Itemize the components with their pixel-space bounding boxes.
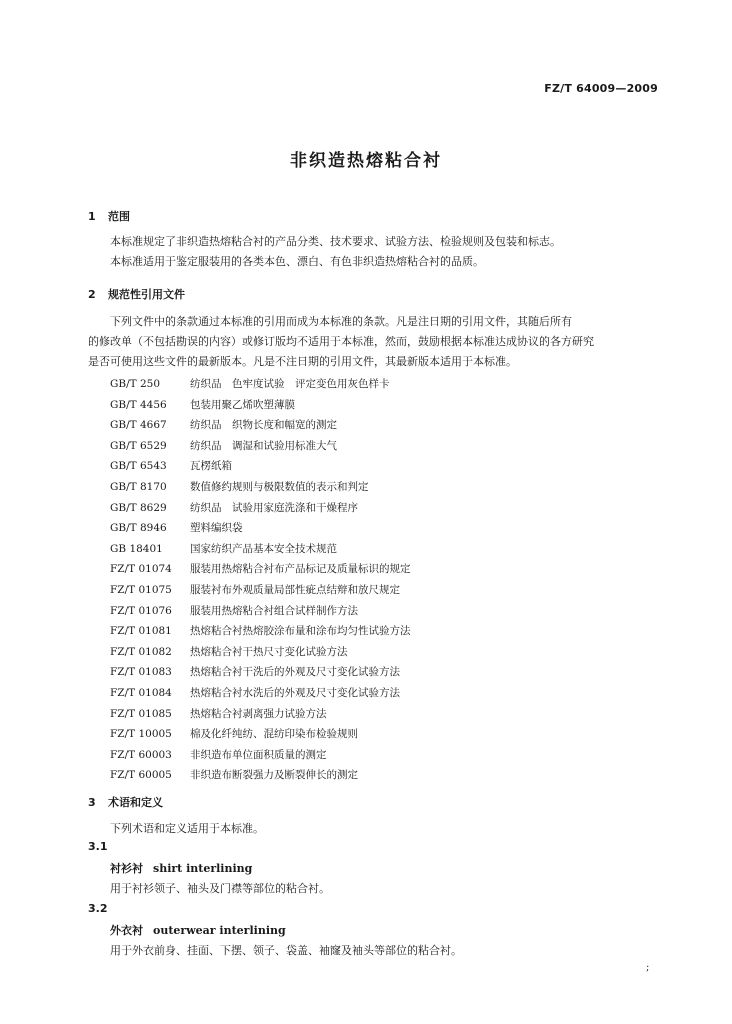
reference-item <box>110 580 411 601</box>
reference-code: GB/T 6543 <box>110 460 167 473</box>
reference-name: 纺织品 调湿和试验用标准大气 <box>190 439 337 452</box>
reference-item <box>110 642 411 663</box>
document-title: 非织造热熔粘合衬 <box>290 151 442 171</box>
paragraph: 本标准适用于鉴定服装用的各类本色、漂白、有色非织造热熔粘合衬的品质。 <box>110 255 484 268</box>
reference-item <box>110 724 411 745</box>
reference-code: FZ/T 01074 <box>110 563 172 576</box>
term-heading <box>110 922 286 938</box>
reference-code: GB/T 8946 <box>110 522 167 535</box>
reference-name: 热熔粘合衬干洗后的外观及尺寸变化试验方法 <box>190 666 400 679</box>
paragraph-line: 下列文件中的条款通过本标准的引用而成为本标准的条款。凡是注日期的引用文件，其随后所有 <box>110 315 572 328</box>
reference-item <box>110 477 411 498</box>
reference-item <box>110 415 411 436</box>
reference-code: FZ/T 01085 <box>110 707 172 720</box>
reference-name: 服装衬布外观质量局部性疵点结辩和放尺规定 <box>190 583 400 596</box>
term-en: outerwear interlining <box>153 924 286 937</box>
reference-code: FZ/T 01075 <box>110 583 172 596</box>
reference-code: GB/T 6529 <box>110 439 167 452</box>
reference-name: 国家纺织产品基本安全技术规范 <box>190 542 337 555</box>
reference-code: FZ/T 60003 <box>110 748 172 761</box>
reference-code: FZ/T 10005 <box>110 728 172 741</box>
reference-code: GB 18401 <box>110 542 163 555</box>
section-title: 范围 <box>108 210 130 223</box>
reference-name: 纺织品 试验用家庭洗涤和干燥程序 <box>190 501 358 514</box>
reference-code: GB/T 250 <box>110 378 161 390</box>
reference-item <box>110 601 411 622</box>
reference-item <box>110 559 411 580</box>
reference-name: 非织造布单位面积质量的测定 <box>190 748 327 761</box>
reference-code: GB/T 8170 <box>110 480 167 493</box>
reference-item <box>110 498 411 519</box>
reference-item <box>110 456 411 477</box>
reference-name: 热熔粘合衬剥离强力试验方法 <box>190 707 327 720</box>
reference-item <box>110 745 411 766</box>
reference-code: GB/T 8629 <box>110 501 167 514</box>
reference-name: 服装用热熔粘合衬组合试样制作方法 <box>190 604 358 617</box>
section-heading-references <box>88 286 185 302</box>
reference-code: FZ/T 01076 <box>110 604 172 617</box>
term-heading <box>110 860 252 876</box>
scope-paragraphs <box>88 232 660 272</box>
reference-name: 纺织品 织物长度和幅宽的测定 <box>190 419 337 432</box>
reference-item <box>110 662 411 683</box>
reference-name: 热熔粘合衬热熔胶涂布量和涂布均匀性试验方法 <box>190 625 411 638</box>
section-number: 3 <box>88 796 96 809</box>
reference-name: 棉及化纤纯纺、混纺印染布检验规则 <box>190 728 358 741</box>
reference-item <box>110 395 411 416</box>
page-mark: ; <box>646 962 650 973</box>
standard-code: FZ/T 64009—2009 <box>544 82 658 95</box>
reference-list <box>110 374 411 786</box>
term-zh: 外衣衬 <box>110 924 143 937</box>
term-number: 3.1 <box>88 840 108 853</box>
reference-item <box>110 518 411 539</box>
reference-name: 纺织品 色牢度试验 评定变色用灰色样卡 <box>190 378 390 390</box>
reference-item <box>110 683 411 704</box>
reference-code: FZ/T 01084 <box>110 686 172 699</box>
reference-name: 热熔粘合衬水洗后的外观及尺寸变化试验方法 <box>190 686 400 699</box>
section-heading-scope <box>88 208 130 224</box>
reference-item <box>110 621 411 642</box>
reference-code: FZ/T 01081 <box>110 625 172 638</box>
term-en: shirt interlining <box>153 862 253 875</box>
term-zh: 衬衫衬 <box>110 862 143 875</box>
term-definition: 用于衬衫领子、袖头及门襟等部位的粘合衬。 <box>110 882 330 895</box>
reference-code: FZ/T 01083 <box>110 666 172 679</box>
terms-intro: 下列术语和定义适用于本标准。 <box>110 822 264 835</box>
reference-code: GB/T 4456 <box>110 398 167 411</box>
paragraph: 本标准规定了非织造热熔粘合衬的产品分类、技术要求、试验方法、检验规则及包装和标志。 <box>110 235 561 248</box>
paragraph-line: 的修改单（不包括勘误的内容）或修订版均不适用于本标准，然而，鼓励根据本标准达成协议的各方研究 <box>88 335 594 348</box>
reference-item <box>110 539 411 560</box>
reference-name: 服装用热熔粘合衬布产品标记及质量标识的规定 <box>190 563 411 576</box>
term-definition: 用于外衣前身、挂面、下摆、领子、袋盖、袖窿及袖头等部位的粘合衬。 <box>110 944 462 957</box>
reference-name: 非织造布断裂强力及断裂伸长的测定 <box>190 769 358 782</box>
reference-code: GB/T 4667 <box>110 419 167 432</box>
reference-item <box>110 374 411 395</box>
reference-item <box>110 436 411 457</box>
reference-code: FZ/T 01082 <box>110 645 172 658</box>
reference-name: 数值修约规则与极限数值的表示和判定 <box>190 480 369 493</box>
term-number: 3.2 <box>88 902 108 915</box>
section-title: 规范性引用文件 <box>108 288 185 301</box>
reference-code: FZ/T 60005 <box>110 769 172 782</box>
reference-name: 瓦楞纸箱 <box>190 460 232 473</box>
section-heading-terms <box>88 794 163 810</box>
paragraph-line: 是否可使用这些文件的最新版本。凡是不注日期的引用文件，其最新版本适用于本标准。 <box>88 355 517 368</box>
reference-item <box>110 704 411 725</box>
section-number: 2 <box>88 288 96 301</box>
section-number: 1 <box>88 210 96 223</box>
references-intro <box>88 312 660 372</box>
reference-item <box>110 765 411 786</box>
reference-name: 包装用聚乙烯吹塑薄膜 <box>190 398 295 411</box>
section-title: 术语和定义 <box>108 796 163 809</box>
reference-name: 热熔粘合衬干热尺寸变化试验方法 <box>190 645 348 658</box>
reference-name: 塑料编织袋 <box>190 522 243 535</box>
